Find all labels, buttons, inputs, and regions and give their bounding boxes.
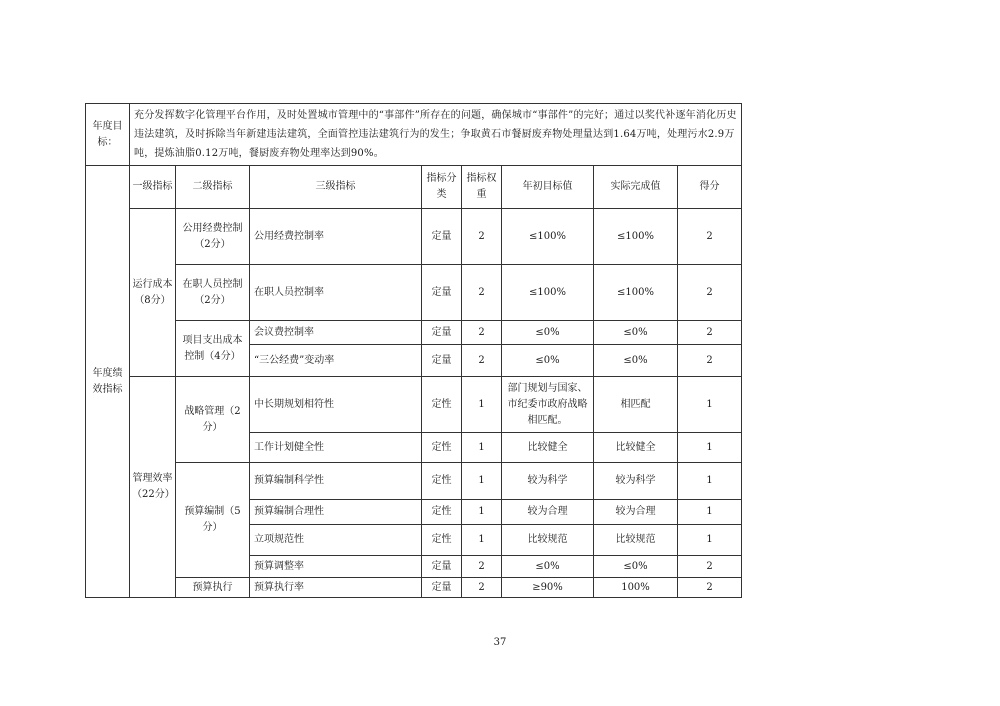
- table-row: [86, 463, 742, 500]
- header-level2: 二级指标: [176, 166, 250, 209]
- level2-cell: 预算执行: [176, 578, 250, 598]
- goal-label: 年度目标：: [86, 104, 130, 166]
- indicator-cell: “三公经费”变动率: [250, 345, 422, 377]
- score-cell: 1: [678, 377, 742, 433]
- target-cell: 比较健全: [502, 433, 594, 463]
- score-cell: 1: [678, 500, 742, 525]
- score-cell: 2: [678, 345, 742, 377]
- score-cell: 2: [678, 321, 742, 345]
- header-row: [86, 166, 742, 209]
- indicator-cell: 会议费控制率: [250, 321, 422, 345]
- score-cell: 2: [678, 209, 742, 265]
- actual-cell: 相匹配: [594, 377, 678, 433]
- score-cell: 1: [678, 433, 742, 463]
- target-cell: ≤0%: [502, 345, 594, 377]
- header-level1: 一级指标: [130, 166, 176, 209]
- header-score: 得分: [678, 166, 742, 209]
- target-cell: 较为科学: [502, 463, 594, 500]
- weight-cell: 1: [462, 433, 502, 463]
- weight-cell: 2: [462, 345, 502, 377]
- level2-cell: 战略管理（2分）: [176, 377, 250, 463]
- target-cell: ≤0%: [502, 556, 594, 578]
- header-level3: 三级指标: [250, 166, 422, 209]
- level2-cell: 在职人员控制（2分）: [176, 265, 250, 321]
- weight-cell: 1: [462, 377, 502, 433]
- score-cell: 2: [678, 556, 742, 578]
- target-cell: ≤100%: [502, 209, 594, 265]
- type-cell: 定性: [422, 377, 462, 433]
- target-cell: 比较规范: [502, 525, 594, 556]
- type-cell: 定性: [422, 500, 462, 525]
- type-cell: 定性: [422, 433, 462, 463]
- actual-cell: 较为合理: [594, 500, 678, 525]
- type-cell: 定量: [422, 209, 462, 265]
- actual-cell: 100%: [594, 578, 678, 598]
- indicator-cell: 中长期规划相符性: [250, 377, 422, 433]
- weight-cell: 2: [462, 265, 502, 321]
- score-cell: 1: [678, 525, 742, 556]
- type-cell: 定量: [422, 345, 462, 377]
- level2-cell: 公用经费控制（2分）: [176, 209, 250, 265]
- actual-cell: 比较健全: [594, 433, 678, 463]
- weight-cell: 1: [462, 463, 502, 500]
- actual-cell: ≤100%: [594, 265, 678, 321]
- actual-cell: ≤0%: [594, 345, 678, 377]
- actual-cell: 较为科学: [594, 463, 678, 500]
- type-cell: 定量: [422, 321, 462, 345]
- page-number: 37: [493, 637, 507, 648]
- header-target: 年初目标值: [502, 166, 594, 209]
- indicator-cell: 工作计划健全性: [250, 433, 422, 463]
- header-type: 指标分类: [422, 166, 462, 209]
- score-cell: 1: [678, 463, 742, 500]
- type-cell: 定性: [422, 463, 462, 500]
- goal-text: 充分发挥数字化管理平台作用，及时处置城市管理中的“事部件”所存在的问题，确保城市“事部件”的完好；通过以奖代补逐年消化历史违法建筑，及时拆除当年新建违法建筑，全面管控违法建筑行为的发生；争取黄石市餐厨废弃物处理量达到1.64万吨，处理污水2.9万吨，提炼油脂0.12万吨，餐厨废弃物处理率达到90%。: [130, 104, 742, 166]
- level2-cell: 项目支出成本控制（4分）: [176, 321, 250, 377]
- type-cell: 定量: [422, 265, 462, 321]
- actual-cell: 比较规范: [594, 525, 678, 556]
- score-cell: 2: [678, 265, 742, 321]
- indicator-cell: 在职人员控制率: [250, 265, 422, 321]
- indicator-label: 年度绩效指标: [86, 166, 130, 598]
- weight-cell: 2: [462, 578, 502, 598]
- type-cell: 定量: [422, 578, 462, 598]
- goal-row: [86, 104, 742, 166]
- weight-cell: 2: [462, 556, 502, 578]
- target-cell: ≤100%: [502, 265, 594, 321]
- indicator-cell: 立项规范性: [250, 525, 422, 556]
- actual-cell: ≤0%: [594, 321, 678, 345]
- weight-cell: 2: [462, 321, 502, 345]
- performance-table: [85, 103, 742, 598]
- score-cell: 2: [678, 578, 742, 598]
- level2-cell: 预算编制（5分）: [176, 463, 250, 578]
- indicator-cell: 预算执行率: [250, 578, 422, 598]
- target-cell: ≥90%: [502, 578, 594, 598]
- type-cell: 定性: [422, 525, 462, 556]
- header-actual: 实际完成值: [594, 166, 678, 209]
- weight-cell: 1: [462, 525, 502, 556]
- table-row: [86, 265, 742, 321]
- indicator-cell: 预算编制合理性: [250, 500, 422, 525]
- indicator-cell: 预算调整率: [250, 556, 422, 578]
- level1-cell-operating-cost: 运行成本（8分）: [130, 209, 176, 377]
- level1-cell-management-efficiency: 管理效率（22分）: [130, 377, 176, 598]
- target-cell: 部门规划与国家、市纪委市政府战略相匹配。: [502, 377, 594, 433]
- table-row: [86, 321, 742, 345]
- indicator-cell: 公用经费控制率: [250, 209, 422, 265]
- table-row: [86, 578, 742, 598]
- table-row: [86, 377, 742, 433]
- indicator-cell: 预算编制科学性: [250, 463, 422, 500]
- weight-cell: 2: [462, 209, 502, 265]
- table-row: [86, 209, 742, 265]
- target-cell: ≤0%: [502, 321, 594, 345]
- type-cell: 定量: [422, 556, 462, 578]
- actual-cell: ≤0%: [594, 556, 678, 578]
- actual-cell: ≤100%: [594, 209, 678, 265]
- target-cell: 较为合理: [502, 500, 594, 525]
- header-weight: 指标权重: [462, 166, 502, 209]
- weight-cell: 1: [462, 500, 502, 525]
